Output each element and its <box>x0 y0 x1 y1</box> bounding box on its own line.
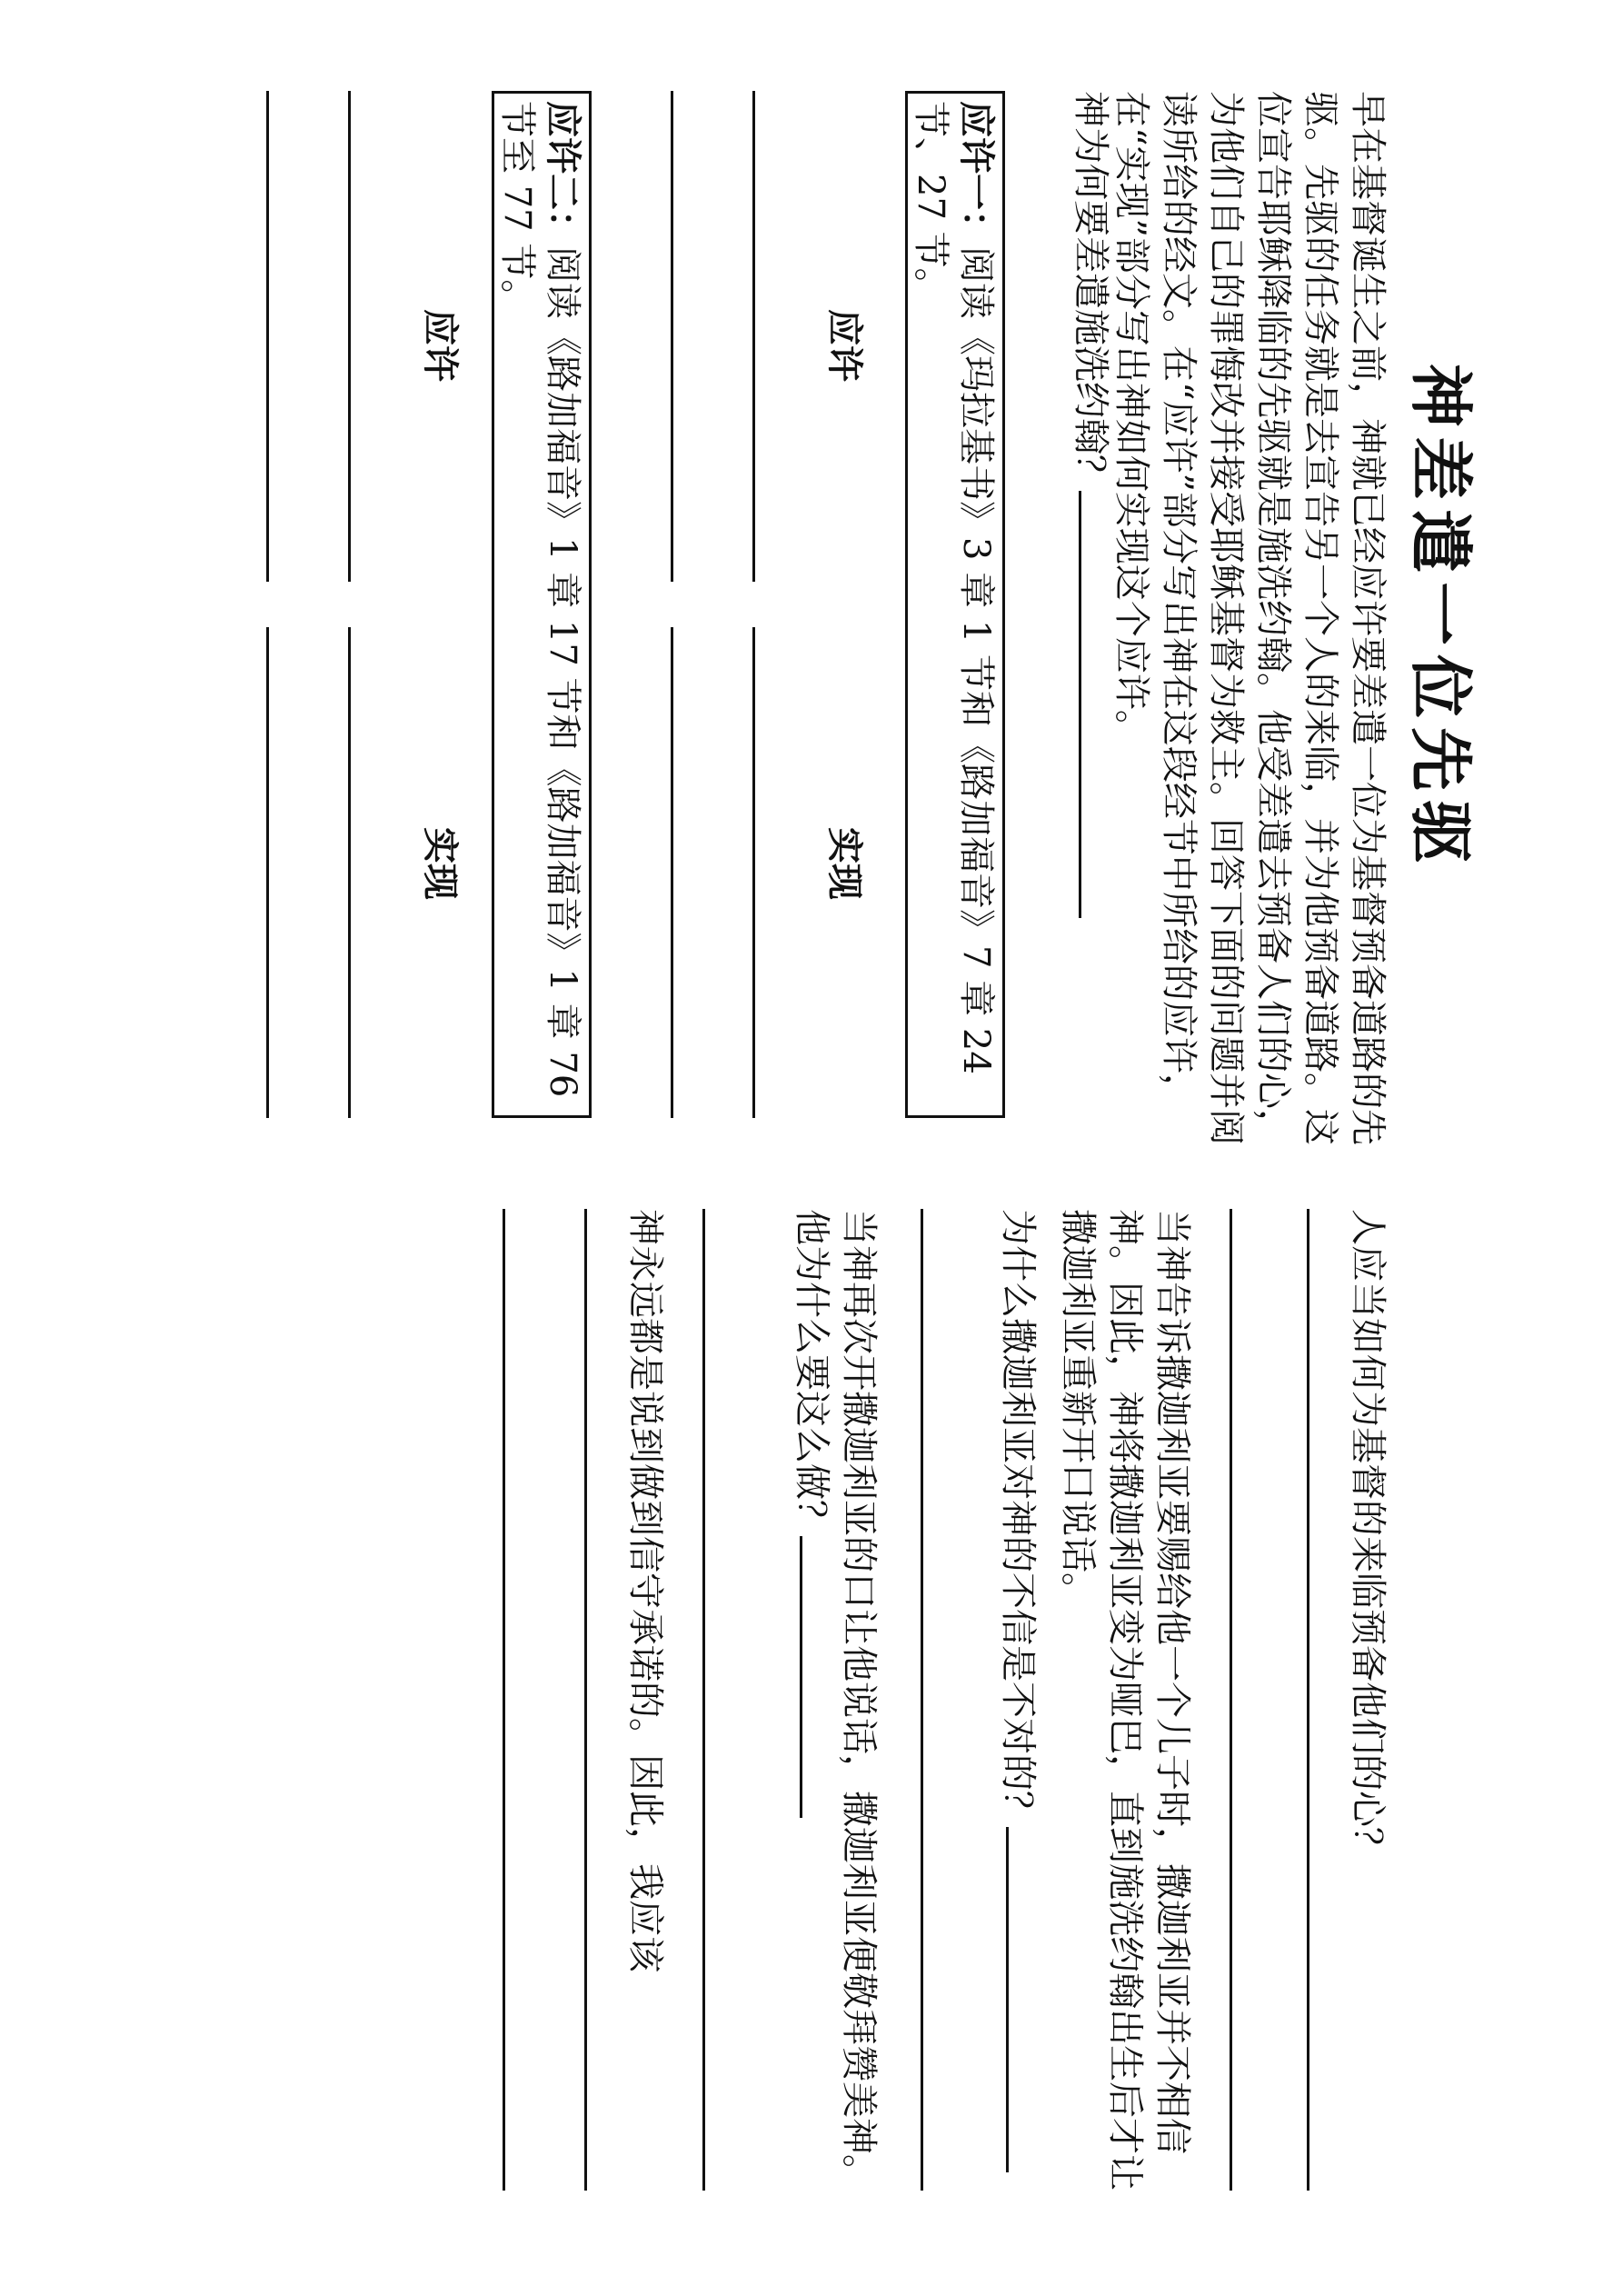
promise-two-heading-promise: 应许 <box>419 309 461 382</box>
promise-two-box <box>492 91 592 1118</box>
question-unbelief-text: 为什么撒迦利亚对神的不信是不对的？ <box>997 1209 1039 1827</box>
promise-two-fulfil-line-2[interactable] <box>266 627 269 1118</box>
promise-one-heading-promise: 应许 <box>823 309 865 382</box>
answer-blank[interactable] <box>800 1536 802 1818</box>
promise-two-promise-line-2[interactable] <box>266 91 269 582</box>
promise-one-promise-line-2[interactable] <box>671 91 673 582</box>
answer-line[interactable] <box>503 1209 505 2191</box>
page-title: 神差遣一位先驱 <box>1403 364 1478 873</box>
promise-one-promise-line-1[interactable] <box>752 91 755 582</box>
answer-line[interactable] <box>1230 1209 1232 2191</box>
closing-statement: 神永远都是说到做到信守承诺的。因此，我应该 <box>624 1209 666 1972</box>
question-why-sent <box>1067 91 1114 1145</box>
promise-one-text: 阅读《玛拉基书》3 章 1 节和《路加福音》7 章 24 节、27 节。 <box>910 101 997 1074</box>
praise-paragraph-text: 当神再次开撒迦利亚的口让他说话，撒迦利亚便敬拜赞美神。他为什么要这么做？ <box>791 1209 880 2191</box>
promise-one-heading-fulfil: 实现 <box>823 827 865 900</box>
promise-one-fulfil-line-2[interactable] <box>671 627 673 1118</box>
question-why-sent-text: 神为何要差遣施洗约翰？ <box>1070 91 1111 491</box>
question-unbelief <box>994 1209 1041 2209</box>
question-prepare-hearts: 人应当如何为基督的来临预备他们的心？ <box>1347 1209 1389 1863</box>
promise-two-heading-fulfil: 实现 <box>419 827 461 900</box>
answer-blank[interactable] <box>1079 491 1081 918</box>
promise-two-text: 阅读《路加福音》1 章 17 节和《路加福音》1 章 76 节至 77 节。 <box>496 101 583 1098</box>
answer-line[interactable] <box>584 1209 587 2191</box>
promise-one-label: 应许一： <box>955 101 997 246</box>
answer-line[interactable] <box>921 1209 923 2191</box>
intro-paragraph: 早在基督诞生之前，神就已经应许要差遣一位为基督预备道路的先驱。先驱的任务就是去宣告另一个人的来临，并为他预备道路。这位宣告耶稣降临的先驱就是施洗约翰。他受差遣去预备人们的心，为他们自己的罪悔改并接受耶稣基督为救主。回答下面的问题并阅读所给的经文。在“应许”部分写出神在这段经节中所给的应许，在“实现”部分写出神如何实现这个应许。 <box>1110 91 1389 1145</box>
praise-paragraph <box>788 1209 882 2209</box>
answer-blank[interactable] <box>1006 1827 1009 2172</box>
promise-one-box <box>905 91 1005 1118</box>
promise-two-label: 应许二： <box>542 101 583 246</box>
promise-two-promise-line-1[interactable] <box>348 91 351 582</box>
promise-two-fulfil-line-1[interactable] <box>348 627 351 1118</box>
answer-line[interactable] <box>1307 1209 1309 2191</box>
promise-one-fulfil-line-1[interactable] <box>752 627 755 1118</box>
zechariah-paragraph: 当神告诉撒迦利亚要赐给他一个儿子时，撒迦利亚并不相信神。因此，神将撒迦利亚变为哑巴，直到施洗约翰出生后才让撒迦利亚重新开口说话。 <box>1057 1209 1193 2191</box>
left-column <box>0 91 1623 1145</box>
right-column <box>0 1209 1623 2209</box>
answer-line[interactable] <box>702 1209 705 2191</box>
